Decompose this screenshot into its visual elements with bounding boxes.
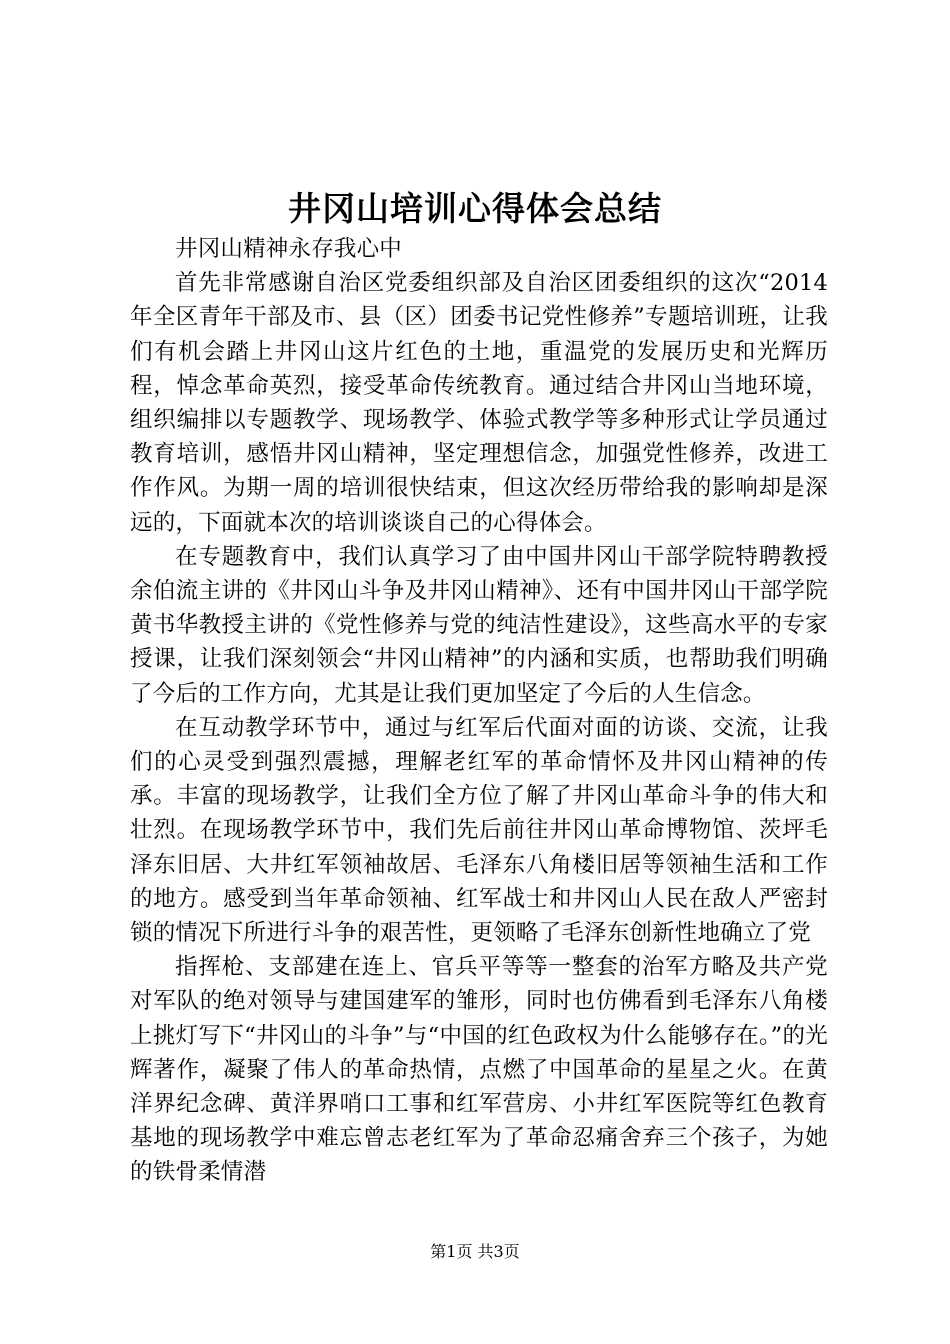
paragraph: 在互动教学环节中，通过与红军后代面对面的访谈、交流，让我们的心灵受到强烈震撼，理解老红军的革命情怀及井冈山精神的传承。丰富的现场教学，让我们全方位了解了井冈山革命斗争的伟大和壮烈。在现场教学环节中，我们先后前往井冈山革命博物馆、茨坪毛泽东旧居、大井红军领袖故居、毛泽东八角楼旧居等领袖生活和工作的地方。感受到当年革命领袖、红军战士和井冈山人民在敌人严密封锁的情况下所进行斗争的艰苦性，更领略了毛泽东创新性地确立了党 [130, 714, 828, 947]
document-title: 井冈山培训心得体会总结 [288, 189, 662, 228]
paragraph: 首先非常感谢自治区党委组织部及自治区团委组织的这次“2014年全区青年干部及市、县（区）团委书记党性修养”专题培训班，让我们有机会踏上井冈山这片红色的土地，重温党的发展历史和光辉历程，悼念革命英烈，接受革命传统教育。通过结合井冈山当地环境，组织编排以专题教学、现场教学、体验式教学等多种形式让学员通过教育培训，感悟井冈山精神，坚定理想信念，加强党性修养，改进工作作风。为期一周的培训很快结束，但这次经历带给我的影响却是深远的，下面就本次的培训谈谈自己的心得体会。 [130, 270, 828, 536]
paragraph: 指挥枪、支部建在连上、官兵平等等一整套的治军方略及共产党对军队的绝对领导与建国建军的雏形，同时也仿佛看到毛泽东八角楼上挑灯写下“井冈山的斗争”与“中国的红色政权为什么能够存在。”的光辉著作，凝聚了伟人的革命热情，点燃了中国革命的星星之火。在黄洋界纪念碑、黄洋界哨口工事和红军营房、小井红军医院等红色教育基地的现场教学中难忘曾志老红军为了革命忍痛舍弃三个孩子，为她的铁骨柔情潜 [130, 954, 828, 1186]
page-footer: 第1页 共3页 [430, 1242, 520, 1261]
document-body [130, 232, 828, 1190]
paragraph: 在专题教育中，我们认真学习了由中国井冈山干部学院特聘教授余伯流主讲的《井冈山斗争及井冈山精神》、还有中国井冈山干部学院黄书华教授主讲的《党性修养与党的纯洁性建设》，这些高水平的专家授课，让我们深刻领会“井冈山精神”的内涵和实质，也帮助我们明确了今后的工作方向，尤其是让我们更加坚定了今后的人生信念。 [130, 543, 828, 707]
paragraph-subtitle: 井冈山精神永存我心中 [175, 236, 403, 262]
